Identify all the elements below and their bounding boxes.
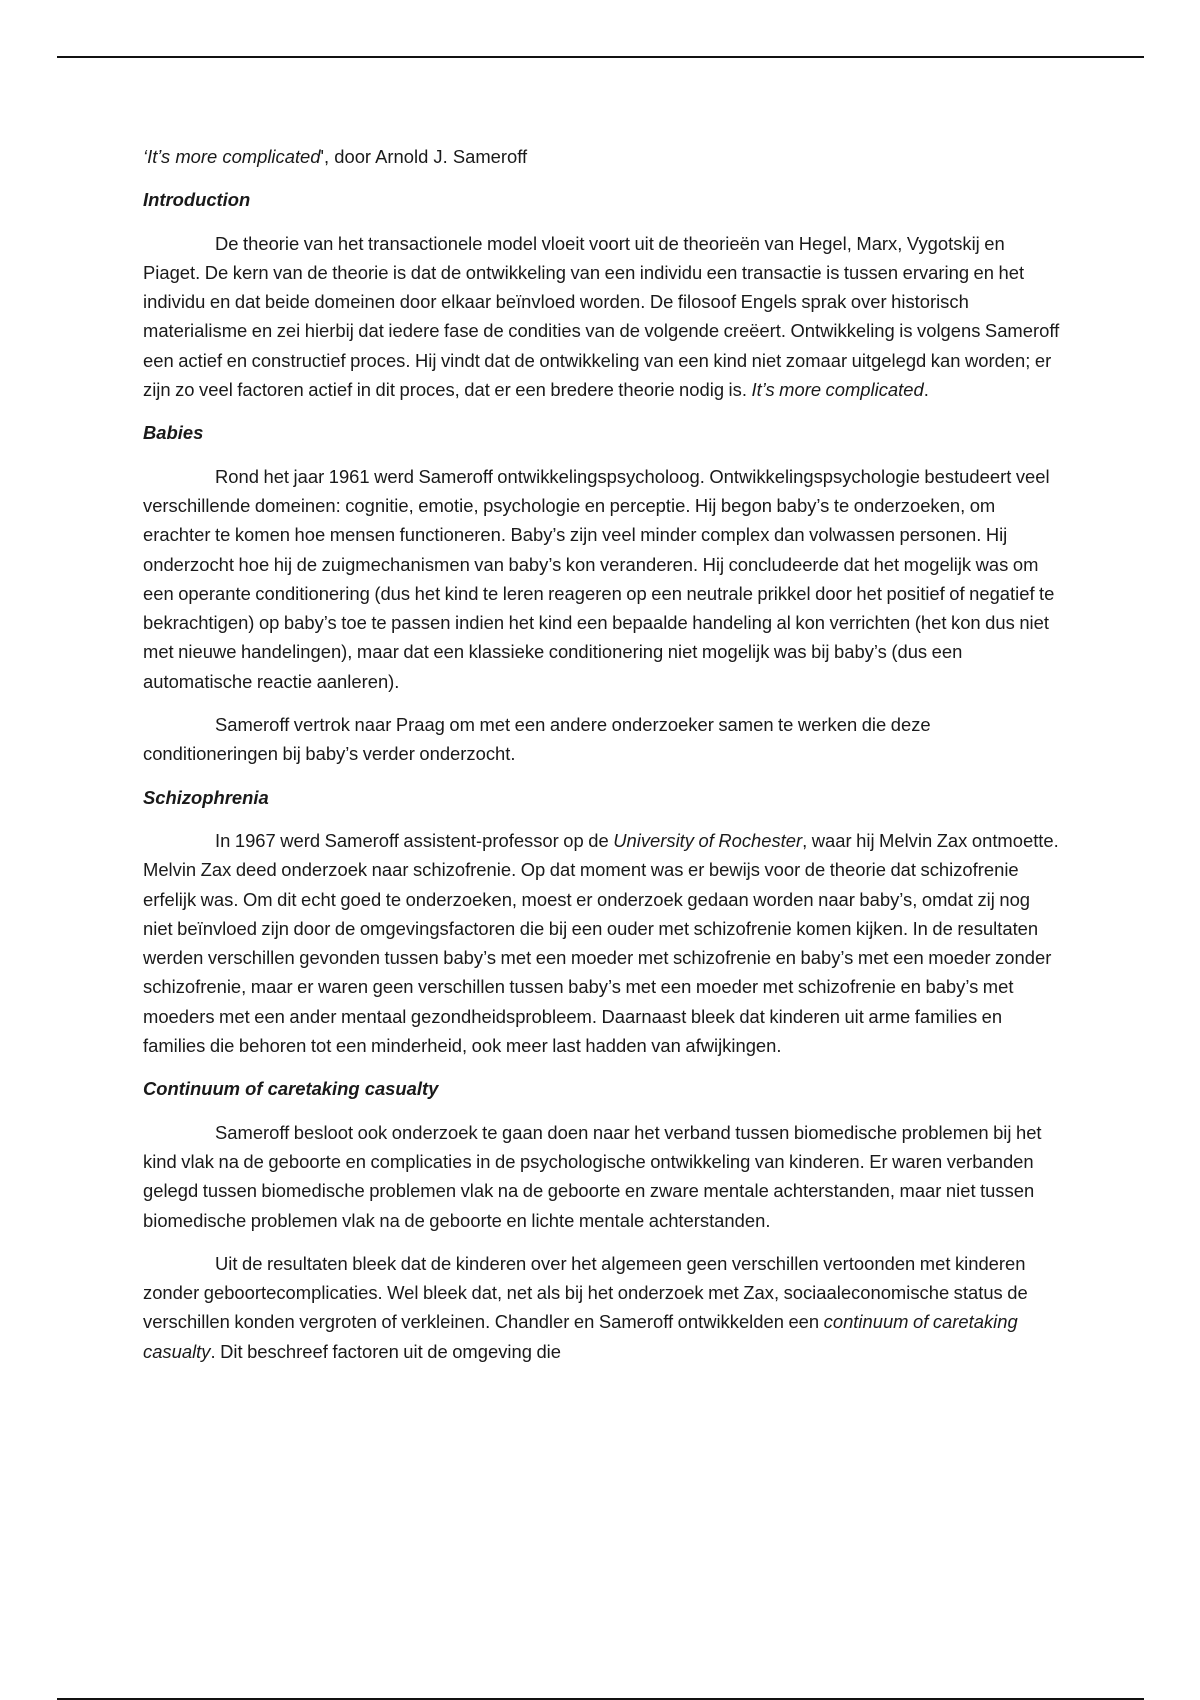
section-heading-babies: Babies	[143, 422, 204, 444]
paragraph-emphasis: It’s more complicated	[751, 379, 924, 401]
section-heading-introduction: Introduction	[143, 189, 251, 211]
paragraph-text-end: .	[923, 379, 929, 401]
paragraph-continuum-2	[143, 1249, 1063, 1366]
document-title	[143, 142, 1063, 171]
paragraph-emphasis: continuum of caretaking casualty	[143, 1311, 1018, 1362]
paragraph-introduction	[143, 229, 1063, 405]
paragraph-babies-2	[143, 710, 1063, 769]
paragraph-text-end: , waar hij Melvin Zax ontmoette. Melvin Zax deed onderzoek naar schizofrenie. Op dat moment was er bewijs voor de theorie dat schizofrenie erfelijk was. Om dit echt goed te onderzoeken, moest er onderzoek gedaan worden naar baby’s, omdat zij nog niet beïnvloed zijn door de omgevingsfactoren die bij een ouder met schizofrenie komen kijken. In de resultaten werden verschillen gevonden tussen baby’s met een moeder met schizofrenie en baby’s met een moeder zonder schizofrenie, maar er waren geen verschillen tussen baby’s met een moeder met schizofrenie en baby’s met moeders met een ander mentaal gezondheidsprobleem. Daarnaast bleek dat kinderen uit arme families en families die behoren tot een minderheid, ook meer last hadden van afwijkingen.	[143, 829, 1059, 1057]
paragraph-text: Sameroff vertrok naar Praag om met een andere onderzoeker samen te werken die deze conditioneringen bij baby’s verder onderzocht.	[143, 714, 931, 765]
paragraph-emphasis: University of Rochester	[613, 829, 803, 851]
paragraph-schizophrenia	[143, 826, 1063, 1060]
paragraph-text: Rond het jaar 1961 werd Sameroff ontwikkelingspsycholoog. Ontwikkelingspsychologie bestudeert veel verschillende domeinen: cognitie, emotie, psychologie en perceptie. Hij begon baby’s te onderzoeken, om erachter te komen hoe mensen functioneren. Baby’s zijn veel minder complex dan volwassen personen. Hij onderzocht hoe hij de zuigmechanismen van baby’s kon veranderen. Hij concludeerde dat het mogelijk was om een operante conditionering (dus het kind te leren reageren op een neutrale prikkel door het positief of negatief te bekrachtigen) op baby’s toe te passen indien het kind een bepaalde handeling al kon verrichten (het kon dus niet met nieuwe handelingen), maar dat een klassieke conditionering niet mogelijk was bij baby’s (dus een automatische reactie aanleren).	[143, 465, 1055, 692]
paragraph-continuum-1	[143, 1118, 1063, 1235]
title-italic: ‘It’s more complicated	[143, 146, 321, 167]
section-heading-schizophrenia: Schizophrenia	[143, 786, 269, 808]
paragraph-text: In 1967 werd Sameroff assistent-professor op de	[215, 829, 614, 851]
paragraph-babies-1	[143, 462, 1063, 696]
section-heading-continuum: Continuum of caretaking casualty	[143, 1078, 439, 1100]
document-page	[143, 142, 1063, 1380]
paragraph-text: Uit de resultaten bleek dat de kinderen over het algemeen geen verschillen vertoonden met kinderen zonder geboortecomplicaties. Wel bleek dat, net als bij het onderzoek met Zax, sociaaleconomische status de verschillen konden vergroten of verkleinen. Chandler en Sameroff ontwikkelden een	[143, 1252, 1028, 1333]
paragraph-text: Sameroff besloot ook onderzoek te gaan doen naar het verband tussen biomedische problemen bij het kind vlak na de geboorte en complicaties in de psychologische ontwikkeling van kinderen. Er waren verbanden gelegd tussen biomedische problemen vlak na de geboorte en zware mentale achterstanden, maar niet tussen biomedische problemen vlak na de geboorte en lichte mentale achterstanden.	[143, 1121, 1042, 1231]
paragraph-text-end: . Dit beschreef factoren uit de omgeving die	[210, 1340, 561, 1362]
title-rest: ', door Arnold J. Sameroff	[320, 146, 528, 167]
page-top-rule	[57, 56, 1144, 58]
paragraph-text: De theorie van het transactionele model vloeit voort uit de theorieën van Hegel, Marx, Vygotskij en Piaget. De kern van de theorie is dat de ontwikkeling van een individu een transactie is tussen ervaring en het individu en dat beide domeinen door elkaar beïnvloed worden. De filosoof Engels sprak over historisch materialisme en zei hierbij dat iedere fase de condities van de volgende creëert. Ontwikkeling is volgens Sameroff een actief en constructief proces. Hij vindt dat de ontwikkeling van een kind niet zomaar uitgelegd kan worden; er zijn zo veel factoren actief in dit proces, dat er een bredere theorie nodig is.	[143, 232, 1060, 401]
